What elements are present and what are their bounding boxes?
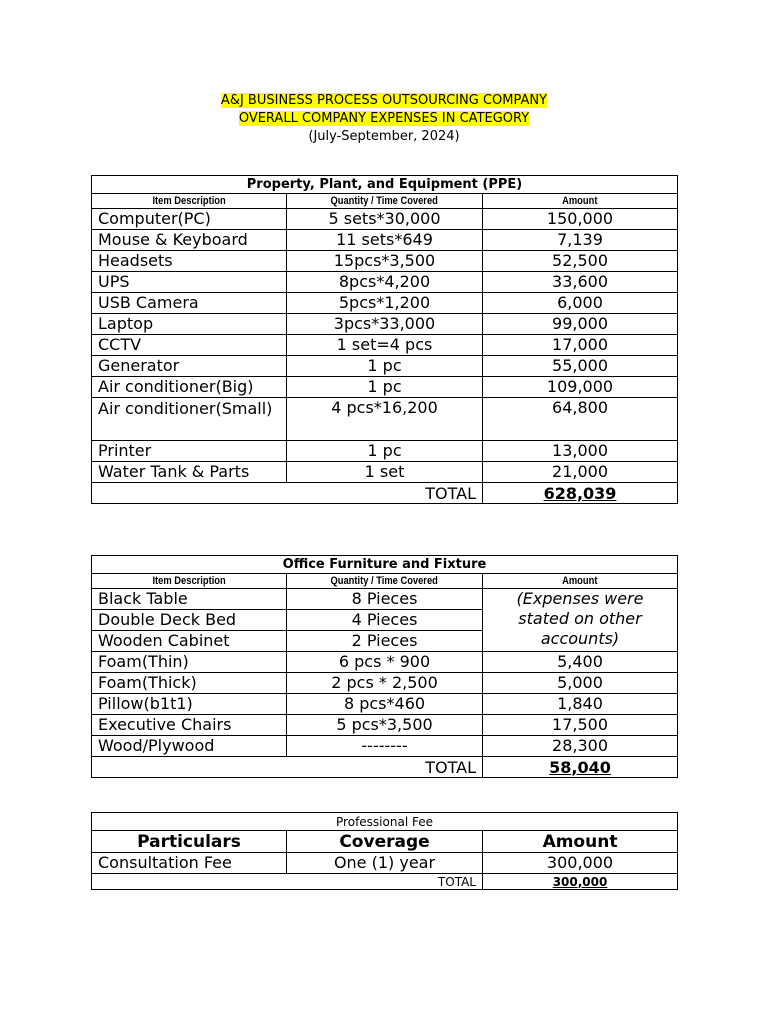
quantity-cell: 1 set <box>287 462 483 483</box>
amount-cell: 28,300 <box>483 736 678 757</box>
amount-cell: 17,500 <box>483 715 678 736</box>
amount-cell: 300,000 <box>483 853 678 874</box>
amount-cell: 1,840 <box>483 694 678 715</box>
amount-cell: 5,000 <box>483 673 678 694</box>
total-label: TOTAL <box>92 483 483 504</box>
item-cell: Wooden Cabinet <box>92 631 287 652</box>
furniture-total-row <box>92 757 678 778</box>
quantity-cell: 2 pcs * 2,500 <box>287 673 483 694</box>
quantity-cell: 1 pc <box>287 356 483 377</box>
amount-cell: 7,139 <box>483 230 678 251</box>
quantity-cell: 8 pcs*460 <box>287 694 483 715</box>
table-row <box>92 673 678 694</box>
quantity-cell: 6 pcs * 900 <box>287 652 483 673</box>
item-cell: Air conditioner(Small) <box>92 398 287 441</box>
quantity-cell: 15pcs*3,500 <box>287 251 483 272</box>
furniture-table <box>91 555 678 778</box>
furniture-total-value: 58,040 <box>483 757 678 778</box>
item-cell: Headsets <box>92 251 287 272</box>
quantity-cell: 2 Pieces <box>287 631 483 652</box>
furniture-column-headers <box>92 574 678 589</box>
quantity-cell: 4 pcs*16,200 <box>287 398 483 441</box>
table-row <box>92 356 678 377</box>
table-row <box>92 589 678 610</box>
item-cell: Foam(Thin) <box>92 652 287 673</box>
professional-total-value: 300,000 <box>483 874 678 890</box>
ppe-total-value: 628,039 <box>483 483 678 504</box>
item-cell: Computer(PC) <box>92 209 287 230</box>
table-row <box>92 377 678 398</box>
table-row <box>92 209 678 230</box>
quantity-cell: 3pcs*33,000 <box>287 314 483 335</box>
quantity-cell: 5pcs*1,200 <box>287 293 483 314</box>
table-row <box>92 853 678 874</box>
table-row <box>92 314 678 335</box>
professional-fee-table <box>91 812 678 890</box>
item-cell: Executive Chairs <box>92 715 287 736</box>
ppe-column-headers <box>92 194 678 209</box>
amount-cell: 99,000 <box>483 314 678 335</box>
table-row <box>92 293 678 314</box>
item-cell: Foam(Thick) <box>92 673 287 694</box>
table-row <box>92 230 678 251</box>
item-cell: Wood/Plywood <box>92 736 287 757</box>
table-row <box>92 251 678 272</box>
column-header-amount: Amount <box>562 195 598 207</box>
column-header-item: Item Description <box>152 195 226 207</box>
amount-cell: 64,800 <box>483 398 678 441</box>
professional-total-row <box>92 874 678 890</box>
item-cell: Air conditioner(Big) <box>92 377 287 398</box>
item-cell: Water Tank & Parts <box>92 462 287 483</box>
document-header <box>0 92 768 146</box>
furniture-table-title: Office Furniture and Fixture <box>92 556 678 574</box>
ppe-table-title: Property, Plant, and Equipment (PPE) <box>92 176 678 194</box>
quantity-cell: 8 Pieces <box>287 589 483 610</box>
table-row <box>92 335 678 356</box>
company-name: A&J BUSINESS PROCESS OUTSOURCING COMPANY <box>220 93 548 108</box>
ppe-total-row <box>92 483 678 504</box>
column-header-quantity: Quantity / Time Covered <box>330 195 439 207</box>
item-cell: Pillow(b1t1) <box>92 694 287 715</box>
amount-cell: 109,000 <box>483 377 678 398</box>
quantity-cell: 1 pc <box>287 377 483 398</box>
quantity-cell: 5 pcs*3,500 <box>287 715 483 736</box>
item-cell: USB Camera <box>92 293 287 314</box>
amount-cell: 6,000 <box>483 293 678 314</box>
report-title: OVERALL COMPANY EXPENSES IN CATEGORY <box>238 111 530 126</box>
professional-column-headers <box>92 831 678 853</box>
table-row <box>92 652 678 673</box>
amount-cell: 17,000 <box>483 335 678 356</box>
item-cell: Laptop <box>92 314 287 335</box>
quantity-cell: -------- <box>287 736 483 757</box>
item-cell: Consultation Fee <box>92 853 287 874</box>
table-row <box>92 736 678 757</box>
total-label: TOTAL <box>92 874 483 890</box>
table-row <box>92 272 678 293</box>
item-cell: Mouse & Keyboard <box>92 230 287 251</box>
quantity-cell: 1 set=4 pcs <box>287 335 483 356</box>
amount-cell: 150,000 <box>483 209 678 230</box>
column-header-amount: Amount <box>483 831 678 853</box>
amount-cell: 52,500 <box>483 251 678 272</box>
column-header-quantity: Quantity / Time Covered <box>330 575 439 587</box>
amount-cell: 5,400 <box>483 652 678 673</box>
item-cell: Generator <box>92 356 287 377</box>
item-cell: Printer <box>92 441 287 462</box>
ppe-table <box>91 175 678 504</box>
column-header-item: Item Description <box>152 575 226 587</box>
item-cell: Double Deck Bed <box>92 610 287 631</box>
amount-cell: 33,600 <box>483 272 678 293</box>
coverage-cell: One (1) year <box>287 853 483 874</box>
amount-cell: 13,000 <box>483 441 678 462</box>
quantity-cell: 4 Pieces <box>287 610 483 631</box>
item-cell: UPS <box>92 272 287 293</box>
column-header-particulars: Particulars <box>92 831 287 853</box>
quantity-cell: 11 sets*649 <box>287 230 483 251</box>
amount-cell: 55,000 <box>483 356 678 377</box>
quantity-cell: 1 pc <box>287 441 483 462</box>
amount-cell: 21,000 <box>483 462 678 483</box>
report-period: (July-September, 2024) <box>308 129 460 144</box>
quantity-cell: 5 sets*30,000 <box>287 209 483 230</box>
total-label: TOTAL <box>92 757 483 778</box>
table-row <box>92 462 678 483</box>
column-header-coverage: Coverage <box>287 831 483 853</box>
item-cell: CCTV <box>92 335 287 356</box>
expense-note: (Expenses were stated on other accounts) <box>483 589 678 652</box>
item-cell: Black Table <box>92 589 287 610</box>
professional-fee-title: Professional Fee <box>92 813 678 831</box>
quantity-cell: 8pcs*4,200 <box>287 272 483 293</box>
table-row <box>92 715 678 736</box>
table-row <box>92 694 678 715</box>
column-header-amount: Amount <box>562 575 598 587</box>
table-row <box>92 398 678 441</box>
table-row <box>92 441 678 462</box>
